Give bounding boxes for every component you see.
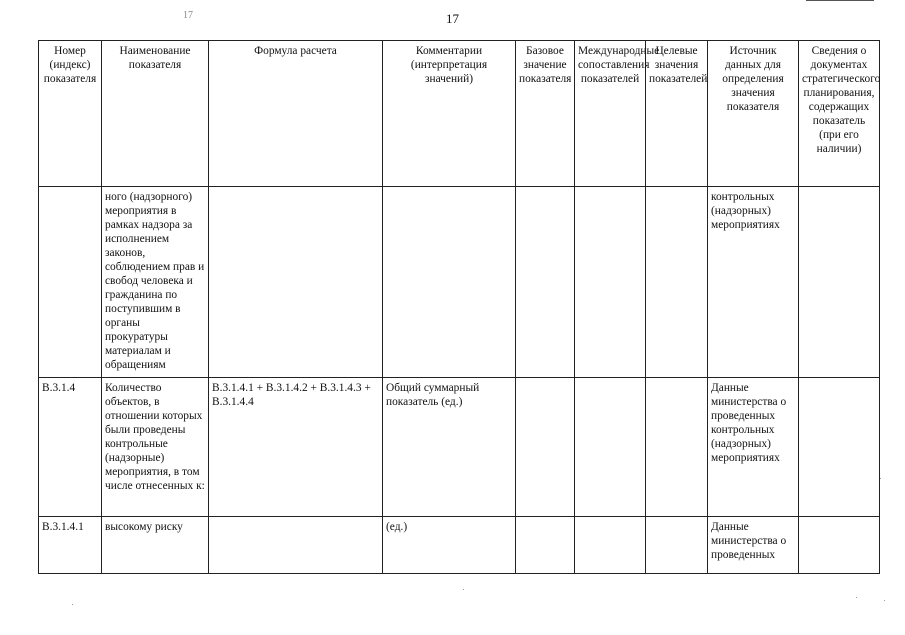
header-data-source: Источник данных для определения значения показателя <box>708 41 799 187</box>
header-formula: Формула расчета <box>209 41 383 187</box>
cell-international <box>575 378 646 517</box>
cell-comment: Общий суммарный показатель (ед.) <box>383 378 516 517</box>
header-comment: Комментарии (интерпретация значений) <box>383 41 516 187</box>
table-row <box>39 517 880 574</box>
header-strategic-docs: Сведения о документах стратегического планирования, содержащих показатель (при его наличии) <box>799 41 880 187</box>
cell-international <box>575 187 646 378</box>
scan-speck <box>884 600 885 601</box>
cell-name: Количество объектов, в отношении которых были проведены контрольные (надзорные) мероприятия, в том числе отнесенных к: <box>102 378 209 517</box>
cell-name: ного (надзорного) мероприятия в рамках надзора за исполнением законов, соблюдением прав и свобод человека и гражданина по поступившим в органы прокуратуры материалам и обращениям <box>102 187 209 378</box>
top-rule <box>806 0 874 1</box>
cell-formula <box>209 517 383 574</box>
table-row <box>39 378 880 517</box>
table-row <box>39 187 880 378</box>
scan-speck <box>72 604 73 605</box>
cell-strategic-docs <box>799 517 880 574</box>
cell-data-source: контрольных (надзорных) мероприятиях <box>708 187 799 378</box>
cell-base-value <box>516 517 575 574</box>
cell-comment <box>383 187 516 378</box>
cell-index: В.3.1.4.1 <box>39 517 102 574</box>
header-base-value: Базовое значение показателя <box>516 41 575 187</box>
cell-target-values <box>646 378 708 517</box>
cell-comment: (ед.) <box>383 517 516 574</box>
header-index: Номер (индекс) показателя <box>39 41 102 187</box>
header-name: Наименование показателя <box>102 41 209 187</box>
cell-data-source: Данные министерства о проведенных <box>708 517 799 574</box>
cell-target-values <box>646 187 708 378</box>
cell-data-source: Данные министерства о проведенных контрольных (надзорных) мероприятиях <box>708 378 799 517</box>
header-international: Международные сопоставления показателей <box>575 41 646 187</box>
cell-base-value <box>516 187 575 378</box>
scan-speck <box>463 589 464 590</box>
cell-strategic-docs <box>799 378 880 517</box>
cell-name: высокому риску <box>102 517 209 574</box>
header-target-values: Целевые значения показателей <box>646 41 708 187</box>
cell-strategic-docs <box>799 187 880 378</box>
cell-formula: В.3.1.4.1 + В.3.1.4.2 + В.3.1.4.3 + В.3.1.4.4 <box>209 378 383 517</box>
page-number: 17 <box>446 11 459 26</box>
cell-index <box>39 187 102 378</box>
cell-base-value <box>516 378 575 517</box>
cell-formula <box>209 187 383 378</box>
table-header-row <box>39 41 880 187</box>
cell-international <box>575 517 646 574</box>
corner-mark: 17 <box>183 10 193 21</box>
scan-speck <box>856 597 857 598</box>
cell-index: В.3.1.4 <box>39 378 102 517</box>
cell-target-values <box>646 517 708 574</box>
scan-speck <box>880 478 881 479</box>
indicators-table <box>38 40 880 574</box>
